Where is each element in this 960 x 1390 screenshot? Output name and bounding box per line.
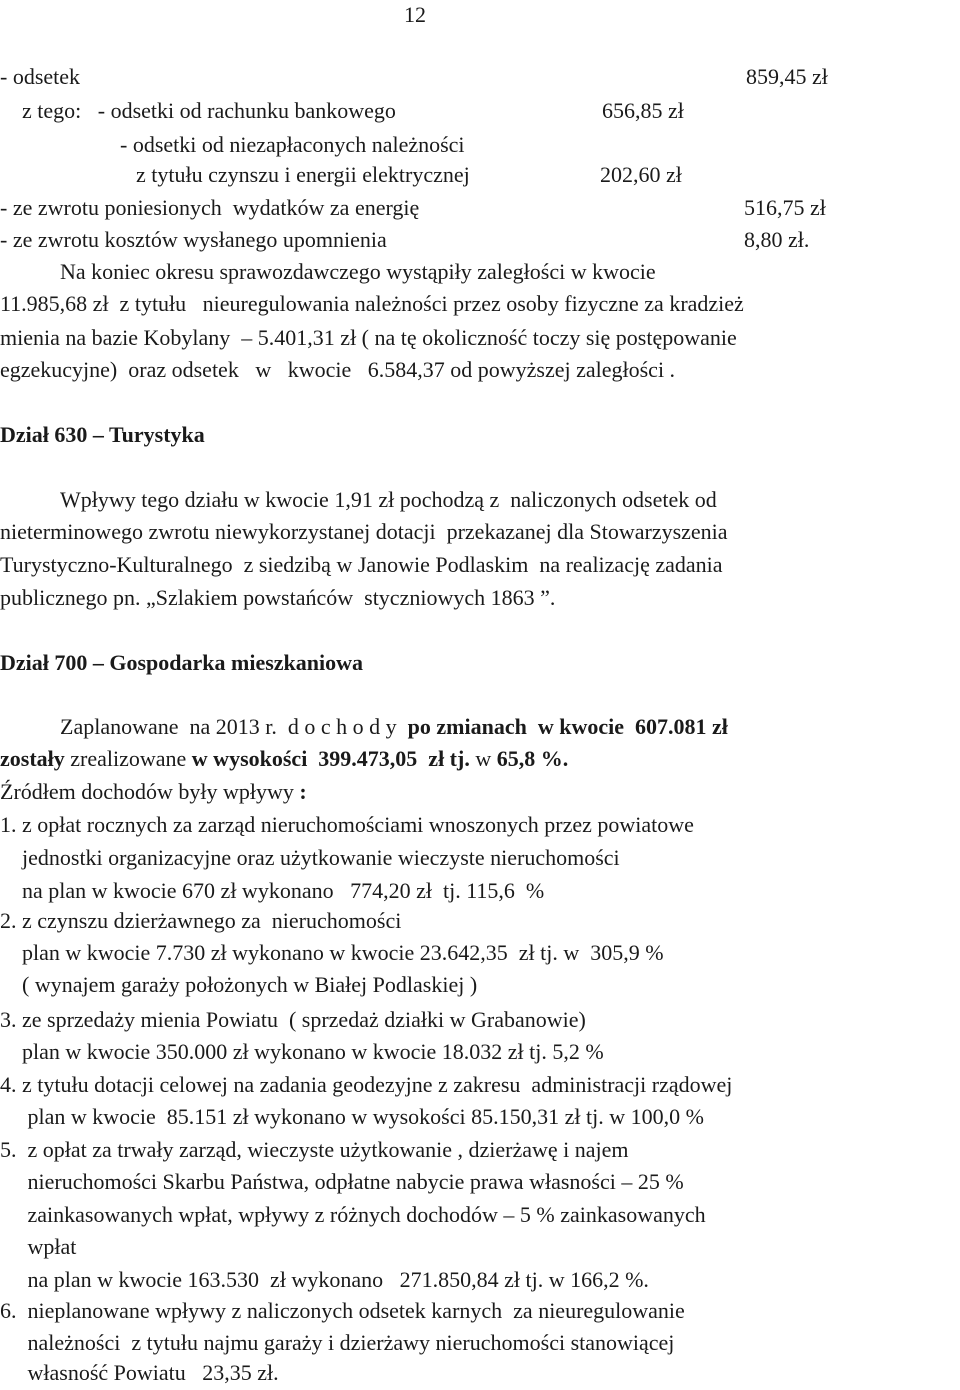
reminder-amount: 8,80 zł. [744,227,810,252]
income-item-line: na plan w kwocie 670 zł wykonano 774,20 zł tj. 115,6 % [0,878,545,903]
income-item-line: 6. nieplanowane wpływy z naliczonych odsetek karnych za nieuregulowanie [0,1298,685,1323]
sources-colon: : [299,779,307,804]
section-630-heading: Dział 630 – Turystyka [0,422,205,447]
energy-amount: 516,75 zł [744,195,826,220]
realization-line [0,744,568,774]
income-item-line: 3. ze sprzedaży mienia Powiatu ( sprzedaż działki w Grabanowie) [0,1007,586,1032]
section-630-line: Turystyczno-Kulturalnego z siedzibą w Janowie Podlaskim na realizację zadania [0,552,723,577]
income-item-line: plan w kwocie 85.151 zł wykonano w wysokości 85.150,31 zł tj. w 100,0 % [0,1104,704,1129]
income-item-line: należności z tytułu najmu garaży i dzierżawy nieruchomości stanowiącej [0,1330,675,1355]
page-number: 12 [404,2,426,27]
sources-text: Źródłem dochodów były wpływy [0,779,300,804]
section-630-line: publicznego pn. „Szlakiem powstańców styczniowych 1863 ”. [0,585,556,610]
income-item-line: zainkasowanych wpłat, wpływy z różnych dochodów – 5 % zainkasowanych [0,1202,706,1227]
realization-d: w [469,746,497,771]
section-700-heading: Dział 700 – Gospodarka mieszkaniowa [0,650,364,675]
section-630-line: nieterminowego zwrotu niewykorzystanej dotacji przekazanej dla Stowarzyszenia [0,519,728,544]
arrears-line: Na koniec okresu sprawozdawczego wystąpiły zaległości w kwocie [60,259,656,284]
odsetek-amount: 859,45 zł [746,64,828,89]
arrears-line: mienia na bazie Kobylany – 5.401,31 zł ( na tę okoliczność toczy się postępowanie [0,325,737,350]
income-item-line: 2. z czynszu dzierżawnego za nieruchomości [0,908,402,933]
plan-line [60,712,728,742]
income-item-line: 4. z tytułu dotacji celowej na zadania geodezyjne z zakresu administracji rządowej [0,1072,733,1097]
reminder-label: - ze zwrotu kosztów wysłanego upomnienia [0,227,387,252]
bank-amount: 656,85 zł [602,98,684,123]
income-item-line: plan w kwocie 7.730 zł wykonano w kwocie 23.642,35 zł tj. w 305,9 % [0,940,664,965]
plan-amount: po zmianach w kwocie 607.081 zł [407,714,728,739]
realization-e: 65,8 %. [496,746,569,771]
arrears-line: egzekucyjne) oraz odsetek w kwocie 6.584,37 od powyższej zaległości . [0,357,676,382]
income-item-line: ( wynajem garaży położonych w Białej Podlaskiej ) [0,972,478,997]
unpaid-amount: 202,60 zł [600,162,682,187]
unpaid-line2: z tytułu czynszu i energii elektrycznej [136,162,470,187]
income-item-line: jednostki organizacyjne oraz użytkowanie wieczyste nieruchomości [0,845,620,870]
income-item-line: wpłat [0,1234,77,1259]
plan-text: Zaplanowane na 2013 r. d o c h o d y [60,714,408,739]
income-item-line: plan w kwocie 350.000 zł wykonano w kwocie 18.032 zł tj. 5,2 % [0,1039,604,1064]
income-item-line: 5. z opłat za trwały zarząd, wieczyste użytkowanie , dzierżawę i najem [0,1137,629,1162]
z-tego-label: z tego: - odsetki od rachunku bankowego [22,98,396,123]
energy-label: - ze zwrotu poniesionych wydatków za energię [0,195,420,220]
income-item-line: 1. z opłat rocznych za zarząd nieruchomościami wnoszonych przez powiatowe [0,812,694,837]
unpaid-line1: - odsetki od niezapłaconych należności [120,132,465,157]
realization-c: w wysokości 399.473,05 zł tj. [191,746,470,771]
income-item-line: nieruchomości Skarbu Państwa, odpłatne nabycie prawa własności – 25 % [0,1169,684,1194]
section-630-line: Wpływy tego działu w kwocie 1,91 zł pochodzą z naliczonych odsetek od [60,487,717,512]
realization-a: zostały [0,746,65,771]
income-item-line: na plan w kwocie 163.530 zł wykonano 271.850,84 zł tj. w 166,2 %. [0,1267,649,1292]
arrears-line: 11.985,68 zł z tytułu nieuregulowania należności przez osoby fizyczne za kradzież [0,291,744,316]
income-item-line: własność Powiatu 23,35 zł. [0,1360,279,1385]
sources-line [0,777,307,807]
odsetek-label: - odsetek [0,64,81,89]
realization-b: zrealizowane [64,746,192,771]
